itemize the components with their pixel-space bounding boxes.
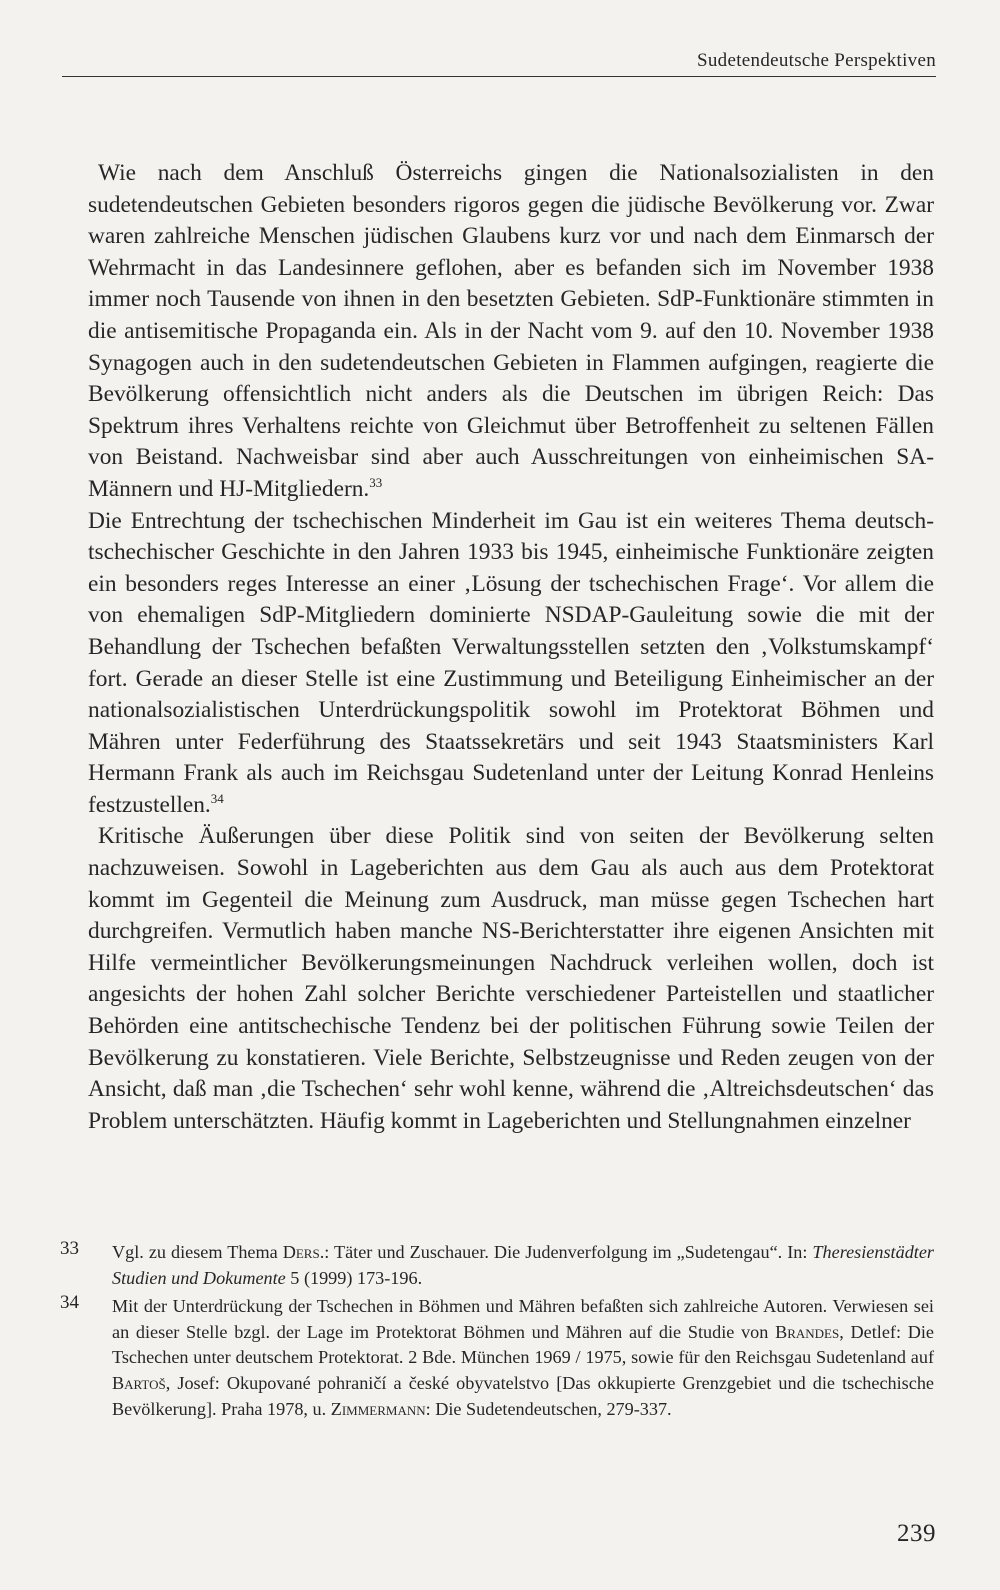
paragraph [88, 821, 934, 1137]
running-title: Sudetendeutsche Perspektiven [697, 50, 936, 71]
author-name: Zimmermann [330, 1398, 426, 1419]
paragraph [88, 158, 934, 506]
journal-title: Theresienstädter Studien und Dokumente [112, 1242, 934, 1288]
footnote-text: , Detlef: Die Tschechen unter deutschem Protektorat. 2 Bde. München 1969 / 1975, sowie für den Reichsgau Sudetenland auf [112, 1321, 934, 1368]
footnote [60, 1238, 934, 1291]
footnote-text: Vgl. zu diesem Thema [112, 1242, 283, 1262]
footnote-text: 5 (1999) 173-196. [285, 1267, 423, 1288]
paragraph-text: Die Entrechtung der tschechischen Minderheit im Gau ist ein weiteres Thema deutsch-tschechischer Geschichte in den Jahren 1933 bis 1945, einheimische Funktionäre zeigten ein besonders reges Interesse an einer ‚Lösung der tschechischen Frage‘. Vor allem die von ehemaligen SdP-Mitgliedern dominierte NSDAP-Gauleitung sowie die mit der Behandlung der Tschechen befaßten Verwaltungsstellen setzten den ‚Volkstumskampf‘ fort. Gerade an dieser Stelle ist eine Zustimmung und Beteiligung Einheimischer an der nationalsozialistischen Unterdrückungspolitik sowohl im Protektorat Böhmen und Mähren unter Federführung des Staatssekretärs und seit 1943 Staatsministers Karl Hermann Frank als auch im Reichsgau Sudetenland unter der Leitung Konrad Henleins festzustellen. [88, 507, 934, 818]
footnote-text: : Die Sudetendeutschen, 279-337. [425, 1398, 672, 1419]
running-header [62, 50, 936, 77]
footnote [60, 1292, 934, 1422]
footnote-number: 33 [60, 1238, 79, 1259]
footnote-text: , Josef: Okupované pohraničí a české obyvatelstvo [Das okkupierte Grenzgebiet und die tschechische Bevölkerung]. Praha 1978, u. [112, 1372, 934, 1419]
author-name: Ders. [282, 1242, 325, 1262]
footnote-number: 34 [60, 1292, 79, 1314]
page-number: 239 [897, 1520, 936, 1547]
author-name: Brandes [775, 1321, 840, 1342]
paragraph-text: Kritische Äußerungen über diese Politik sind von seiten der Bevölkerung selten nachzuweisen. Sowohl in Lageberichten aus dem Gau als auch aus dem Protektorat kommt im Gegenteil die Meinung zum Ausdruck, man müsse gegen Tschechen hart durchgreifen. Vermutlich haben manche NS-Berichterstatter ihre eigenen Ansichten mit Hilfe vermeintlicher Bevölkerungsmeinungen Nachdruck verleihen wollen, doch ist angesichts der hohen Zahl solcher Berichte verschiedener Parteistellen und staatlicher Behörden eine antitschechische Tendenz bei der politischen Führung sowie Teilen der Bevölkerung zu konstatieren. Viele Berichte, Selbstzeugnisse und Reden zeugen von der Ansicht, daß man ‚die Tschechen‘ sehr wohl kenne, während die ‚Altreichsdeutschen‘ das Problem unterschätzten. Häufig kommt in Lageberichten und Stellungnahmen einzelner [88, 823, 934, 1134]
footnote-reference: 34 [210, 790, 224, 806]
footnotes [60, 1238, 934, 1425]
footnote-text: Mit der Unterdrückung der Tschechen in Böhmen und Mähren befaßten sich zahlreiche Autoren. Verwiesen sei an dieser Stelle bzgl. der Lage im Protektorat Böhmen und Mähren auf die Studie von [112, 1296, 934, 1342]
paragraph [88, 506, 934, 822]
paragraph-text: Wie nach dem Anschluß Österreichs gingen die Nationalsozialisten in den sudetendeutschen Gebieten besonders rigoros gegen die jüdische Bevölkerung vor. Zwar waren zahlreiche Menschen jüdischen Glaubens kurz vor und nach dem Einmarsch der Wehrmacht in das Landesinnere geflohen, aber es befanden sich im November 1938 immer noch Tausende von ihnen in den besetzten Gebieten. SdP-Funktionäre stimmten in die antisemitische Propaganda ein. Als in der Nacht vom 9. auf den 10. November 1938 Synagogen auch in den sudetendeutschen Gebieten in Flammen aufgingen, reagierte die Bevölkerung offensichtlich nicht anders als die Deutschen im übrigen Reich: Das Spektrum ihres Verhaltens reichte von Gleichmut über Betroffenheit zu seltenen Fällen von Beistand. Nachweisbar sind aber auch Ausschreitungen von einheimischen SA-Männern und HJ-Mitgliedern. [88, 160, 934, 502]
body-text [88, 158, 934, 1137]
footnote-reference: 33 [369, 474, 383, 490]
author-name: Bartoš [112, 1372, 166, 1393]
footnote-text: : Täter und Zuschauer. Die Judenverfolgung im „Sudetengau“. In: [324, 1242, 813, 1262]
